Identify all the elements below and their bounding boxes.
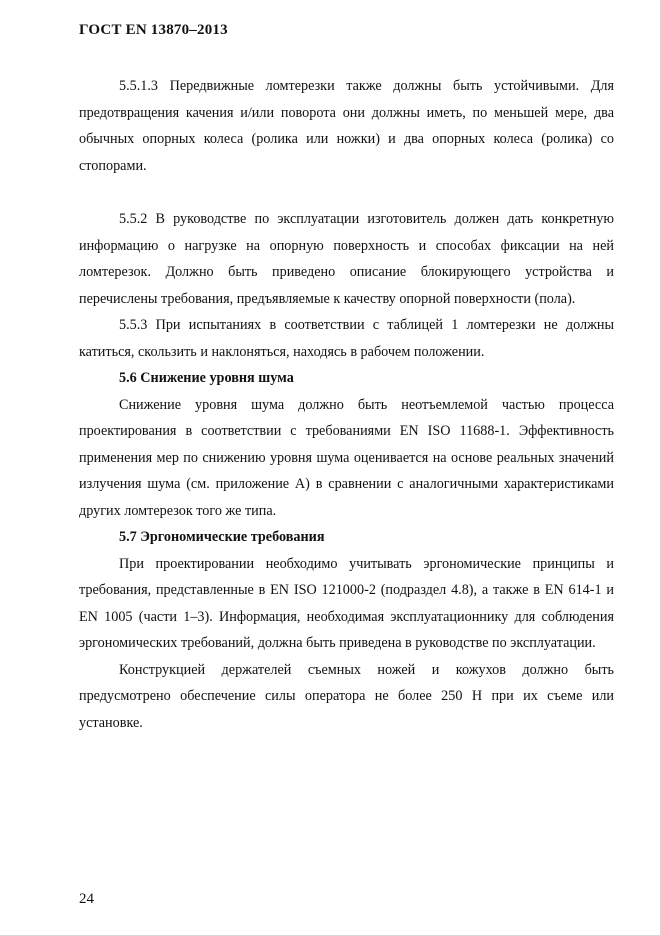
document-header: ГОСТ EN 13870–2013	[79, 22, 228, 38]
section-heading-5-6: 5.6 Снижение уровня шума	[119, 370, 294, 386]
paragraph-5-5-3: 5.5.3 При испытаниях в соответствии с таблицей 1 ломтерезки не должны катиться, скользить и наклоняться, находясь в рабочем положении.	[79, 317, 614, 360]
paragraph-5-5-2: 5.5.2 В руководстве по эксплуатации изготовитель должен дать конкретную информацию о нагрузке на опорную поверхность и способах фиксации на ней ломтерезок. Должно быть приведено описание блокирующего устройства и перечислены требования, предъявляемые к качеству опорной поверхности (пола).	[79, 211, 614, 307]
section-heading-5-7: 5.7 Эргономические требования	[119, 529, 325, 545]
paragraph-5-7-b: Конструкцией держателей съемных ножей и кожухов должно быть предусмотрено обеспечение силы оператора не более 250 Н при их съеме или установке.	[79, 661, 614, 731]
paragraph-gap	[79, 179, 614, 206]
page-number: 24	[79, 891, 94, 907]
paragraph-5-6: Снижение уровня шума должно быть неотъемлемой частью процесса проектирования в соответствии с требованиями EN ISO 11688-1. Эффективность применения мер по снижению уровня шума оценивается на основе реальных значений излучения шума (см. приложение А) в сравнении с аналогичными характеристиками других ломтерезок того же типа.	[79, 396, 614, 519]
paragraph-5-5-1-3: 5.5.1.3 Передвижные ломтерезки также должны быть устойчивыми. Для предотвращения качения и/или поворота они должны иметь, по меньшей мере, два обычных опорных колеса (ролика или ножки) и два опорных колеса (ролика) со стопорами.	[79, 78, 614, 174]
paragraph-5-7-a: При проектировании необходимо учитывать эргономические принципы и требования, представленные в EN ISO 121000-2 (подраздел 4.8), а также в EN 614-1 и EN 1005 (части 1–3). Информация, необходимая эксплуатационнику для соблюдения эргономических требований, должна быть приведена в руководстве по эксплуатации.	[79, 555, 614, 651]
document-body	[79, 73, 614, 736]
